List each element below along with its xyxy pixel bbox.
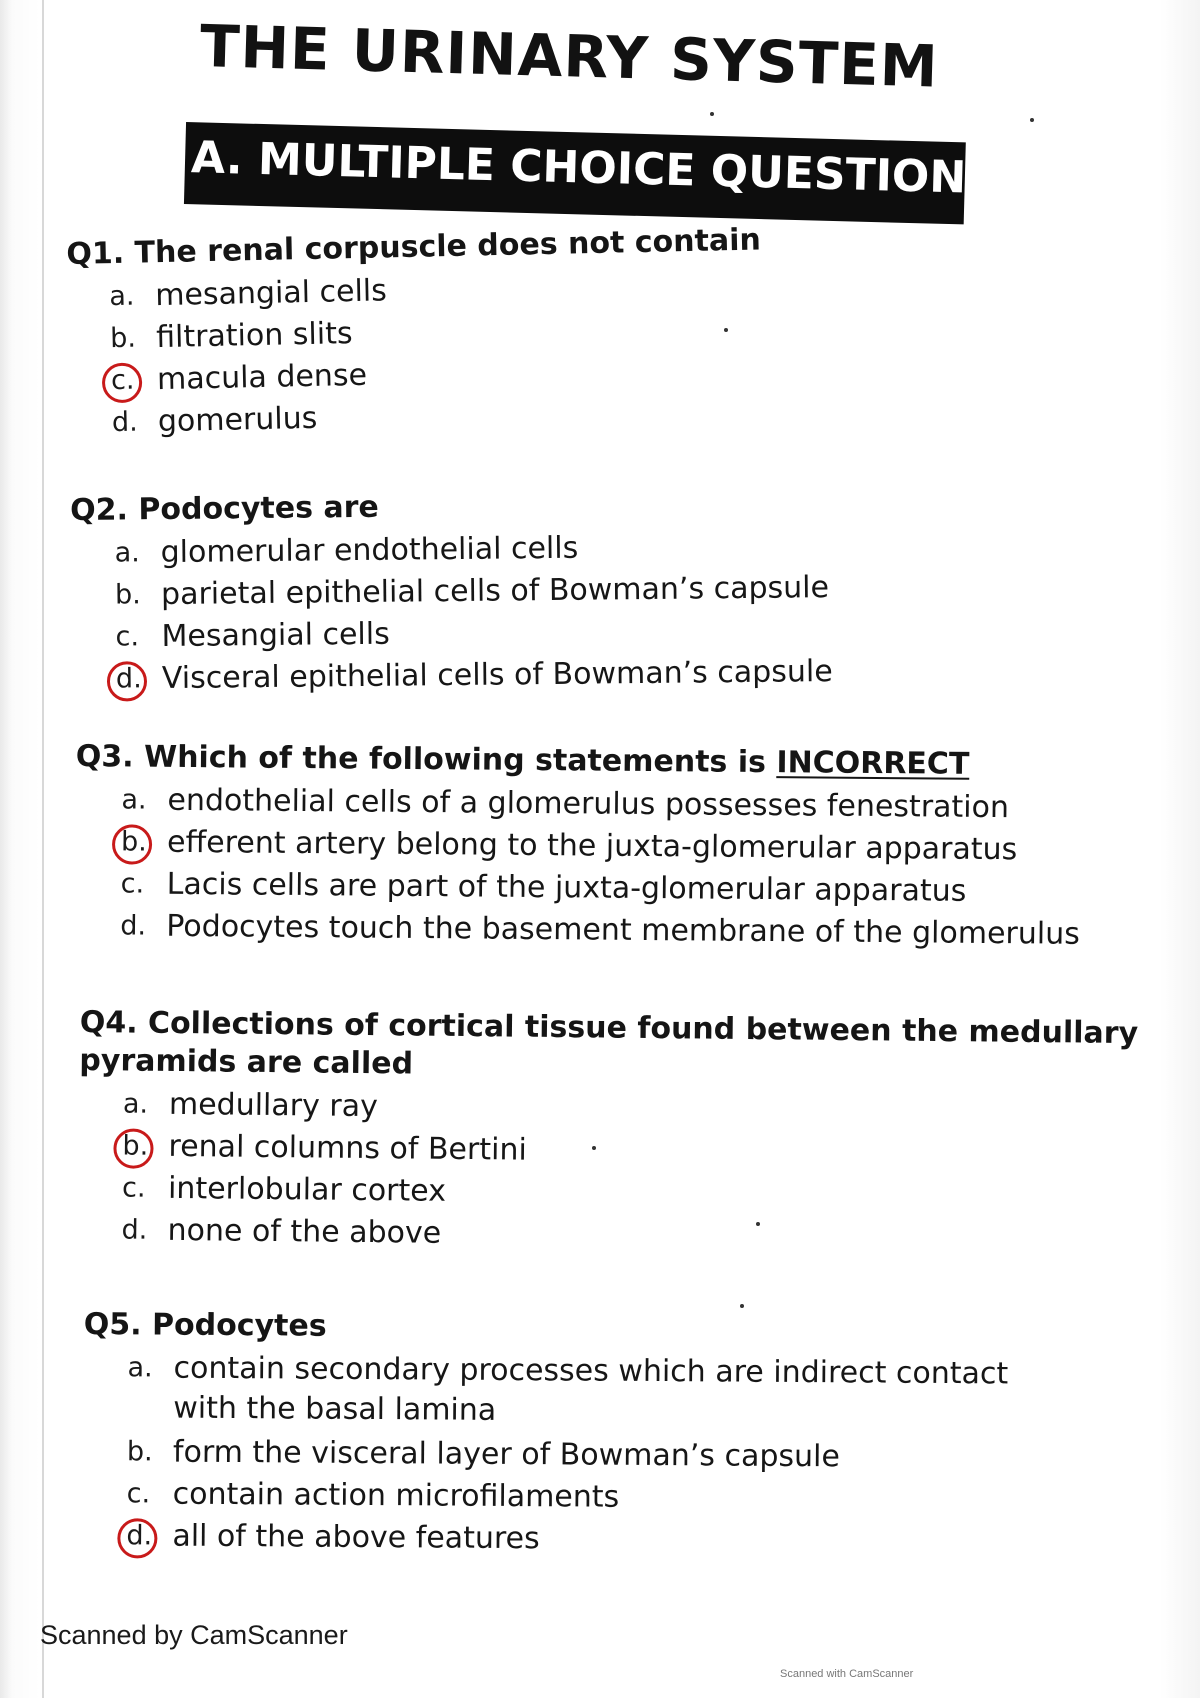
option-b [115, 568, 832, 618]
scan-speck [1030, 118, 1034, 122]
option-a [127, 1348, 1074, 1439]
option-d [120, 906, 1080, 956]
option-letter: b. [114, 579, 141, 611]
option-list [120, 780, 1081, 956]
question-stem [70, 484, 831, 530]
page-edge-shadow [42, 0, 44, 1698]
question-text: Which of the following statements is [143, 739, 767, 781]
question-text: Collections of cortical tissue found between the medullary [147, 1005, 1139, 1052]
option-text: all of the above features [172, 1518, 540, 1557]
option-text: Podocytes touch the basement membrane of the glomerulus [166, 908, 1080, 952]
option-text: Lacis cells are part of the juxta-glomerular apparatus [166, 866, 967, 909]
question-1 [66, 221, 765, 445]
answer-circle-icon: d. [126, 1516, 172, 1556]
option-letter: a. [127, 1352, 153, 1384]
option-list [126, 1348, 1073, 1565]
question-text: Podocytes [151, 1307, 327, 1344]
option-letter: a. [114, 537, 140, 569]
document-title: THE URINARY SYSTEM [199, 12, 940, 101]
question-text: The renal corpuscle does not contain [134, 222, 762, 271]
question-5 [82, 1306, 1074, 1565]
option-letter: d. [111, 406, 138, 439]
option-list [121, 1084, 1137, 1263]
question-number: Q1. [66, 235, 125, 272]
question-emphasis: INCORRECT [776, 745, 970, 782]
scanner-watermark-small: Scanned with CamScanner [780, 1668, 914, 1680]
option-text: Mesangial cells [161, 616, 390, 655]
section-title: A. MULTIPLE CHOICE QUESTIONS [190, 132, 999, 205]
question-text-continued: pyramids are called [79, 1042, 414, 1082]
question-stem [79, 1004, 1138, 1091]
option-text: mesangial cells [154, 273, 388, 314]
option-text: none of the above [167, 1212, 442, 1251]
answer-circle-icon: d. [116, 659, 162, 699]
option-text: macula dense [156, 357, 368, 398]
question-number: Q4. [79, 1004, 138, 1041]
option-list [109, 263, 765, 445]
answer-circle-icon: b. [122, 1126, 168, 1166]
option-b [127, 1432, 1073, 1481]
option-letter: d. [120, 910, 147, 942]
option-letter: b. [126, 1436, 153, 1468]
option-letter: c. [121, 1172, 146, 1204]
option-c [127, 1474, 1073, 1523]
question-stem [84, 1306, 1074, 1351]
option-text: gomerulus [157, 400, 318, 440]
question-3 [74, 738, 1081, 957]
option-list [114, 526, 832, 701]
option-text: interlobular cortex [167, 1170, 447, 1209]
option-letter: d. [121, 1214, 148, 1246]
question-stem [76, 738, 1082, 785]
option-c [115, 610, 832, 660]
option-text: medullary ray [168, 1086, 379, 1125]
option-letter: b. [109, 322, 137, 355]
option-d [116, 652, 833, 702]
option-letter: a. [121, 784, 147, 816]
option-text: filtration slits [155, 316, 353, 356]
option-text: glomerular endothelial cells [160, 530, 579, 571]
option-text: efferent artery belong to the juxta-glomerular apparatus [166, 824, 1018, 868]
option-text: contain action microfilaments [172, 1476, 620, 1515]
scan-speck [724, 328, 728, 332]
option-d [126, 1516, 1072, 1565]
option-letter: c. [120, 868, 145, 900]
scan-speck [710, 112, 714, 116]
option-text: form the visceral layer of Bowman’s capsule [172, 1434, 841, 1475]
option-text: Visceral epithelial cells of Bowman’s capsule [161, 654, 833, 697]
scan-speck [756, 1222, 760, 1226]
option-letter: c. [115, 621, 140, 653]
option-a [114, 526, 831, 576]
question-number: Q2. [70, 492, 129, 528]
question-number: Q5. [83, 1307, 142, 1343]
question-2 [70, 484, 833, 702]
option-text: parietal epithelial cells of Bowman’s capsule [160, 570, 830, 613]
option-letter: a. [122, 1088, 149, 1120]
answer-circle-icon: c. [111, 360, 158, 401]
option-letter: c. [126, 1478, 151, 1510]
option-letter: a. [108, 280, 135, 313]
question-number: Q3. [75, 738, 134, 775]
scanner-watermark: Scanned by CamScanner [40, 1620, 348, 1650]
option-text: contain secondary processes which are indirect contact with the basal lamina [173, 1350, 1009, 1428]
question-text: Podocytes are [138, 489, 380, 528]
scan-speck [592, 1146, 596, 1150]
answer-circle-icon: b. [121, 822, 167, 862]
section-banner [184, 122, 999, 224]
scan-speck [740, 1304, 744, 1308]
question-4 [77, 1004, 1138, 1263]
option-text: renal columns of Bertini [168, 1128, 527, 1168]
option-text: endothelial cells of a glomerulus possesses fenestration [167, 782, 1010, 826]
